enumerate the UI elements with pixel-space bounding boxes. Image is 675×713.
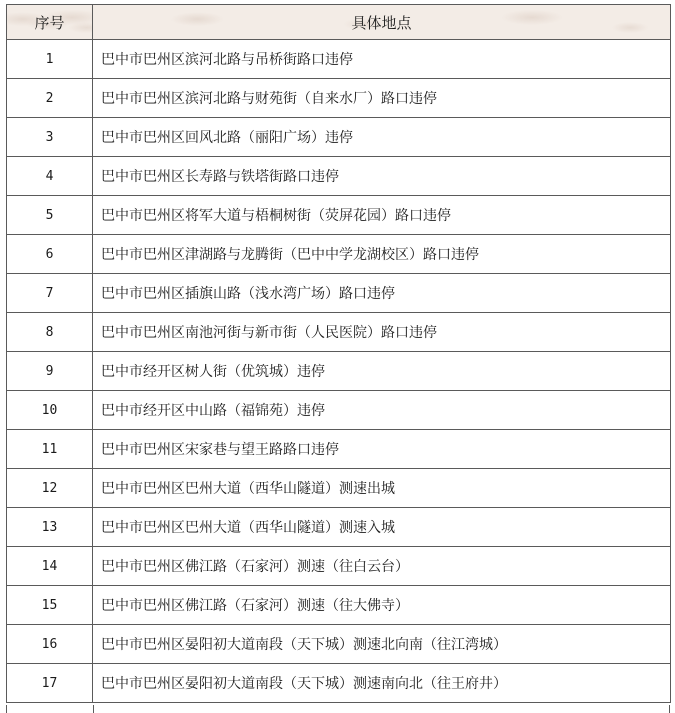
row-location: 巴中市经开区中山路（福锦苑）违停 bbox=[93, 391, 671, 430]
table-row bbox=[7, 313, 671, 352]
header-row bbox=[7, 5, 671, 40]
table-row bbox=[7, 391, 671, 430]
table-row bbox=[7, 79, 671, 118]
row-location: 巴中市巴州区津湖路与龙腾街（巴中中学龙湖校区）路口违停 bbox=[93, 235, 671, 274]
row-number: 14 bbox=[7, 547, 93, 586]
locations-table-container bbox=[6, 4, 670, 703]
row-location: 巴中市巴州区巴州大道（西华山隧道）测速出城 bbox=[93, 469, 671, 508]
header-location: 具体地点 bbox=[93, 5, 671, 40]
row-location: 巴中市巴州区插旗山路（浅水湾广场）路口违停 bbox=[93, 274, 671, 313]
table-row bbox=[7, 235, 671, 274]
row-number: 2 bbox=[7, 79, 93, 118]
table-row bbox=[7, 508, 671, 547]
row-number: 17 bbox=[7, 664, 93, 703]
row-number: 16 bbox=[7, 625, 93, 664]
locations-table bbox=[6, 4, 671, 703]
table-row bbox=[7, 40, 671, 79]
row-number: 6 bbox=[7, 235, 93, 274]
table-row bbox=[7, 547, 671, 586]
row-location: 巴中市巴州区晏阳初大道南段（天下城）测速北向南（往江湾城） bbox=[93, 625, 671, 664]
table-row bbox=[7, 118, 671, 157]
row-location: 巴中市巴州区宋家巷与望王路路口违停 bbox=[93, 430, 671, 469]
row-location: 巴中市巴州区滨河北路与财苑街（自来水厂）路口违停 bbox=[93, 79, 671, 118]
table-header bbox=[7, 5, 671, 40]
row-location: 巴中市经开区树人街（优筑城）违停 bbox=[93, 352, 671, 391]
table-row bbox=[7, 625, 671, 664]
header-number: 序号 bbox=[7, 5, 93, 40]
row-number: 12 bbox=[7, 469, 93, 508]
table-continuation-edge bbox=[6, 705, 670, 713]
row-number: 9 bbox=[7, 352, 93, 391]
table-row bbox=[7, 469, 671, 508]
table-row bbox=[7, 430, 671, 469]
row-number: 5 bbox=[7, 196, 93, 235]
row-number: 3 bbox=[7, 118, 93, 157]
row-location: 巴中市巴州区巴州大道（西华山隧道）测速入城 bbox=[93, 508, 671, 547]
table-row bbox=[7, 274, 671, 313]
row-number: 1 bbox=[7, 40, 93, 79]
table-body bbox=[7, 40, 671, 703]
table-row bbox=[7, 157, 671, 196]
row-location: 巴中市巴州区滨河北路与吊桥街路口违停 bbox=[93, 40, 671, 79]
row-number: 10 bbox=[7, 391, 93, 430]
row-location: 巴中市巴州区将军大道与梧桐树街（荧屏花园）路口违停 bbox=[93, 196, 671, 235]
row-location: 巴中市巴州区南池河街与新市街（人民医院）路口违停 bbox=[93, 313, 671, 352]
table-row bbox=[7, 196, 671, 235]
row-location: 巴中市巴州区回风北路（丽阳广场）违停 bbox=[93, 118, 671, 157]
row-number: 8 bbox=[7, 313, 93, 352]
row-number: 11 bbox=[7, 430, 93, 469]
table-row bbox=[7, 352, 671, 391]
row-number: 4 bbox=[7, 157, 93, 196]
row-location: 巴中市巴州区晏阳初大道南段（天下城）测速南向北（往王府井） bbox=[93, 664, 671, 703]
row-number: 13 bbox=[7, 508, 93, 547]
row-number: 7 bbox=[7, 274, 93, 313]
row-location: 巴中市巴州区佛江路（石家河）测速（往白云台） bbox=[93, 547, 671, 586]
table-row bbox=[7, 586, 671, 625]
row-location: 巴中市巴州区佛江路（石家河）测速（往大佛寺） bbox=[93, 586, 671, 625]
column-divider bbox=[93, 705, 94, 713]
row-location: 巴中市巴州区长寿路与铁塔街路口违停 bbox=[93, 157, 671, 196]
table-row bbox=[7, 664, 671, 703]
row-number: 15 bbox=[7, 586, 93, 625]
